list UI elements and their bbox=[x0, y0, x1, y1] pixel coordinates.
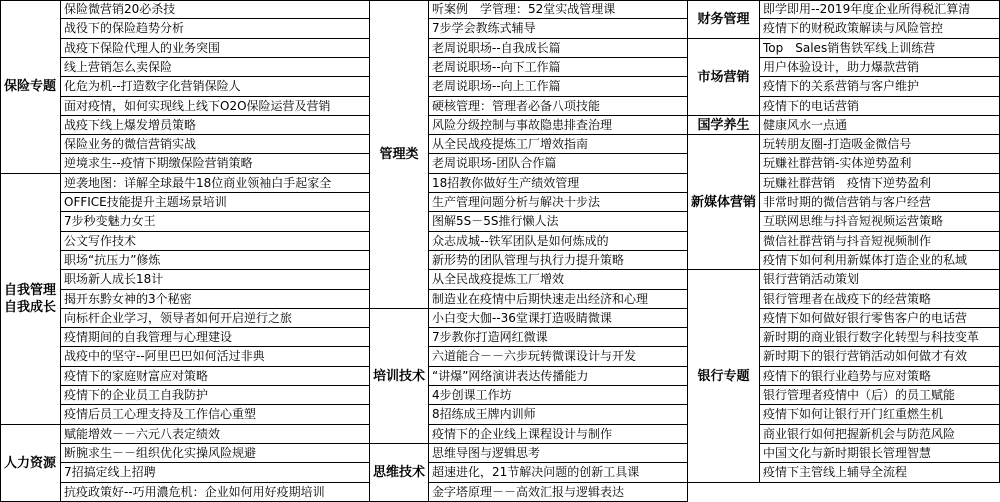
course-item: 小白变大伽--36堂课打造吸睛微课 bbox=[429, 309, 688, 328]
course-item: 银行管理者疫情中（后）的员工赋能 bbox=[760, 386, 1000, 405]
course-item: 疫情下的家庭财富应对策略 bbox=[61, 367, 370, 386]
course-item: 战疫中的坚守--阿里巴巴如何活过非典 bbox=[61, 347, 370, 367]
course-item: 老周说职场--自我成长篇 bbox=[429, 39, 688, 58]
course-item: 疫情下的企业线上课程设计与制作 bbox=[429, 425, 688, 444]
course-item: 超速进化，21节解决问题的创新工具课 bbox=[429, 463, 688, 483]
course-item: 疫情下的财税政策解读与风险管控 bbox=[760, 19, 1000, 39]
course-item: OFFICE技能提升主题场景培训 bbox=[61, 193, 370, 212]
course-item: 健康风水一点通 bbox=[760, 116, 1000, 135]
course-item: 用户体验设计，助力爆款营销 bbox=[760, 58, 1000, 77]
course-item: 疫情下如何让银行开门红重燃生机 bbox=[760, 405, 1000, 425]
course-item: 玩转朋友圈-打造吸金微信号 bbox=[760, 135, 1000, 154]
course-item: 4步创课工作坊 bbox=[429, 386, 688, 405]
course-item: 职场“抗压力”修炼 bbox=[61, 251, 370, 270]
course-item: 向标杆企业学习，领导者如何开启逆行之旅 bbox=[61, 309, 370, 328]
course-item: 风险分级控制与事故隐患排查治理 bbox=[429, 116, 688, 135]
course-item: 战疫下线上爆发增员策略 bbox=[61, 116, 370, 135]
course-item: 新时期的商业银行数字化转型与科技变革 bbox=[760, 328, 1000, 347]
course-item: Top Sales销售铁军线上训练营 bbox=[760, 39, 1000, 58]
course-item: 战役下的保险趋势分析 bbox=[61, 19, 370, 39]
course-item: 公文写作技术 bbox=[61, 232, 370, 251]
course-item: 互联网思维与抖音短视频运营策略 bbox=[760, 212, 1000, 232]
course-item: 中国文化与新时期银长管理智慧 bbox=[760, 444, 1000, 463]
course-item: 疫情下主管线上辅导全流程 bbox=[760, 463, 1000, 483]
course-item: 商业银行如何把握新机会与防范风险 bbox=[760, 425, 1000, 444]
course-item: 硬核管理：管理者必备八项技能 bbox=[429, 97, 688, 116]
category-cell: 银行专题 bbox=[688, 270, 760, 483]
course-item: 生产管理问题分析与解决十步法 bbox=[429, 193, 688, 212]
course-item: 新时期下的银行营销活动如何做才有效 bbox=[760, 347, 1000, 367]
course-item: 图解5S－5S推行懒人法 bbox=[429, 212, 688, 232]
course-item: 新形势的团队管理与执行力提升策略 bbox=[429, 251, 688, 270]
category-cell: 新媒体营销 bbox=[688, 135, 760, 270]
course-item: 疫情下如何做好银行零售客户的电话营 bbox=[760, 309, 1000, 328]
course-item: 保险业务的微信营销实战 bbox=[61, 135, 370, 154]
course-item: 保险微营销20必杀技 bbox=[61, 0, 370, 19]
course-item: “讲爆”网络演讲表达传播能力 bbox=[429, 367, 688, 386]
course-item: 非常时期的微信营销与客户经营 bbox=[760, 193, 1000, 212]
course-item: 赋能增效－－六元八表定绩效 bbox=[61, 425, 370, 444]
course-item: 线上营销怎么卖保险 bbox=[61, 58, 370, 77]
course-item: 制造业在疫情中后期快速走出经济和心理 bbox=[429, 290, 688, 309]
course-item: 疫情下的银行业趋势与应对策略 bbox=[760, 367, 1000, 386]
course-item: 从全民战疫提炼工厂增效 bbox=[429, 270, 688, 290]
course-item: 疫情后员工心理支持及工作信心重塑 bbox=[61, 405, 370, 425]
course-item: 老周说职场-团队合作篇 bbox=[429, 154, 688, 174]
category-cell: 市场营销 bbox=[688, 39, 760, 116]
course-item: 疫情下的电话营销 bbox=[760, 97, 1000, 116]
course-item: 逆境求生--疫情下期缴保险营销策略 bbox=[61, 154, 370, 174]
category-cell: 保险专题 bbox=[0, 0, 61, 174]
course-item: 思维导图与逻辑思考 bbox=[429, 444, 688, 463]
course-item: 断腕求生－－组织优化实操风险规避 bbox=[61, 444, 370, 463]
category-cell: 国学养生 bbox=[688, 116, 760, 135]
course-item: 战疫下保险代理人的业务突围 bbox=[61, 39, 370, 58]
course-item: 逆袭地图：详解全球最牛18位商业领袖白手起家全 bbox=[61, 174, 370, 193]
course-item: 老周说职场--向下工作篇 bbox=[429, 58, 688, 77]
category-cell: 人力资源 bbox=[0, 425, 61, 502]
course-item: 7步教你打造网红微课 bbox=[429, 328, 688, 347]
course-item: 玩赚社群营销 疫情下逆势盈利 bbox=[760, 174, 1000, 193]
course-item: 银行管理者在战疫下的经营策略 bbox=[760, 290, 1000, 309]
course-item: 众志成城--铁军团队是如何炼成的 bbox=[429, 232, 688, 251]
course-item: 揭开东黔女神的3个秘密 bbox=[61, 290, 370, 309]
course-item: 8招练成王牌内训师 bbox=[429, 405, 688, 425]
course-item: 听案例 学管理：52堂实战管理课 bbox=[429, 0, 688, 19]
course-item: 7步学会教练式辅导 bbox=[429, 19, 688, 39]
course-item: 职场新人成长18计 bbox=[61, 270, 370, 290]
course-item: 面对疫情，如何实现线上线下O2O保险运营及营销 bbox=[61, 97, 370, 116]
course-item: 六道能合－－六步玩转微课设计与开发 bbox=[429, 347, 688, 367]
course-item: 微信社群营销与抖音短视频制作 bbox=[760, 232, 1000, 251]
category-cell: 管理类 bbox=[370, 0, 429, 309]
course-item: 银行营销活动策划 bbox=[760, 270, 1000, 290]
course-item: 18招教你做好生产绩效管理 bbox=[429, 174, 688, 193]
course-item: 抗疫政策好--巧用濃危机：企业如何用好疫期培训 bbox=[61, 483, 370, 502]
course-item: 老周说职场--向上工作篇 bbox=[429, 77, 688, 97]
course-item: 金字塔原理－－高效汇报与逻辑表达 bbox=[429, 483, 688, 502]
category-cell: 思维技术 bbox=[370, 444, 429, 502]
course-item: 化危为机--打造数字化营销保险人 bbox=[61, 77, 370, 97]
category-cell: 财务管理 bbox=[688, 0, 760, 39]
course-item: 疫情下的关系营销与客户维护 bbox=[760, 77, 1000, 97]
course-item: 即学即用--2019年度企业所得税汇算清 bbox=[760, 0, 1000, 19]
course-item: 7招搞定线上招聘 bbox=[61, 463, 370, 483]
course-item: 疫情下如何利用新媒体打造企业的私域 bbox=[760, 251, 1000, 270]
course-item: 从全民战疫提炼工厂增效指南 bbox=[429, 135, 688, 154]
course-item: 玩赚社群营销-实体逆势盈利 bbox=[760, 154, 1000, 174]
course-item: 疫情期间的自我管理与心理建设 bbox=[61, 328, 370, 347]
course-item: 7步秒变魅力女王 bbox=[61, 212, 370, 232]
course-item: 疫情下的企业员工自我防护 bbox=[61, 386, 370, 405]
category-cell: 培训技术 bbox=[370, 309, 429, 444]
category-cell: 自我管理自我成长 bbox=[0, 174, 61, 425]
